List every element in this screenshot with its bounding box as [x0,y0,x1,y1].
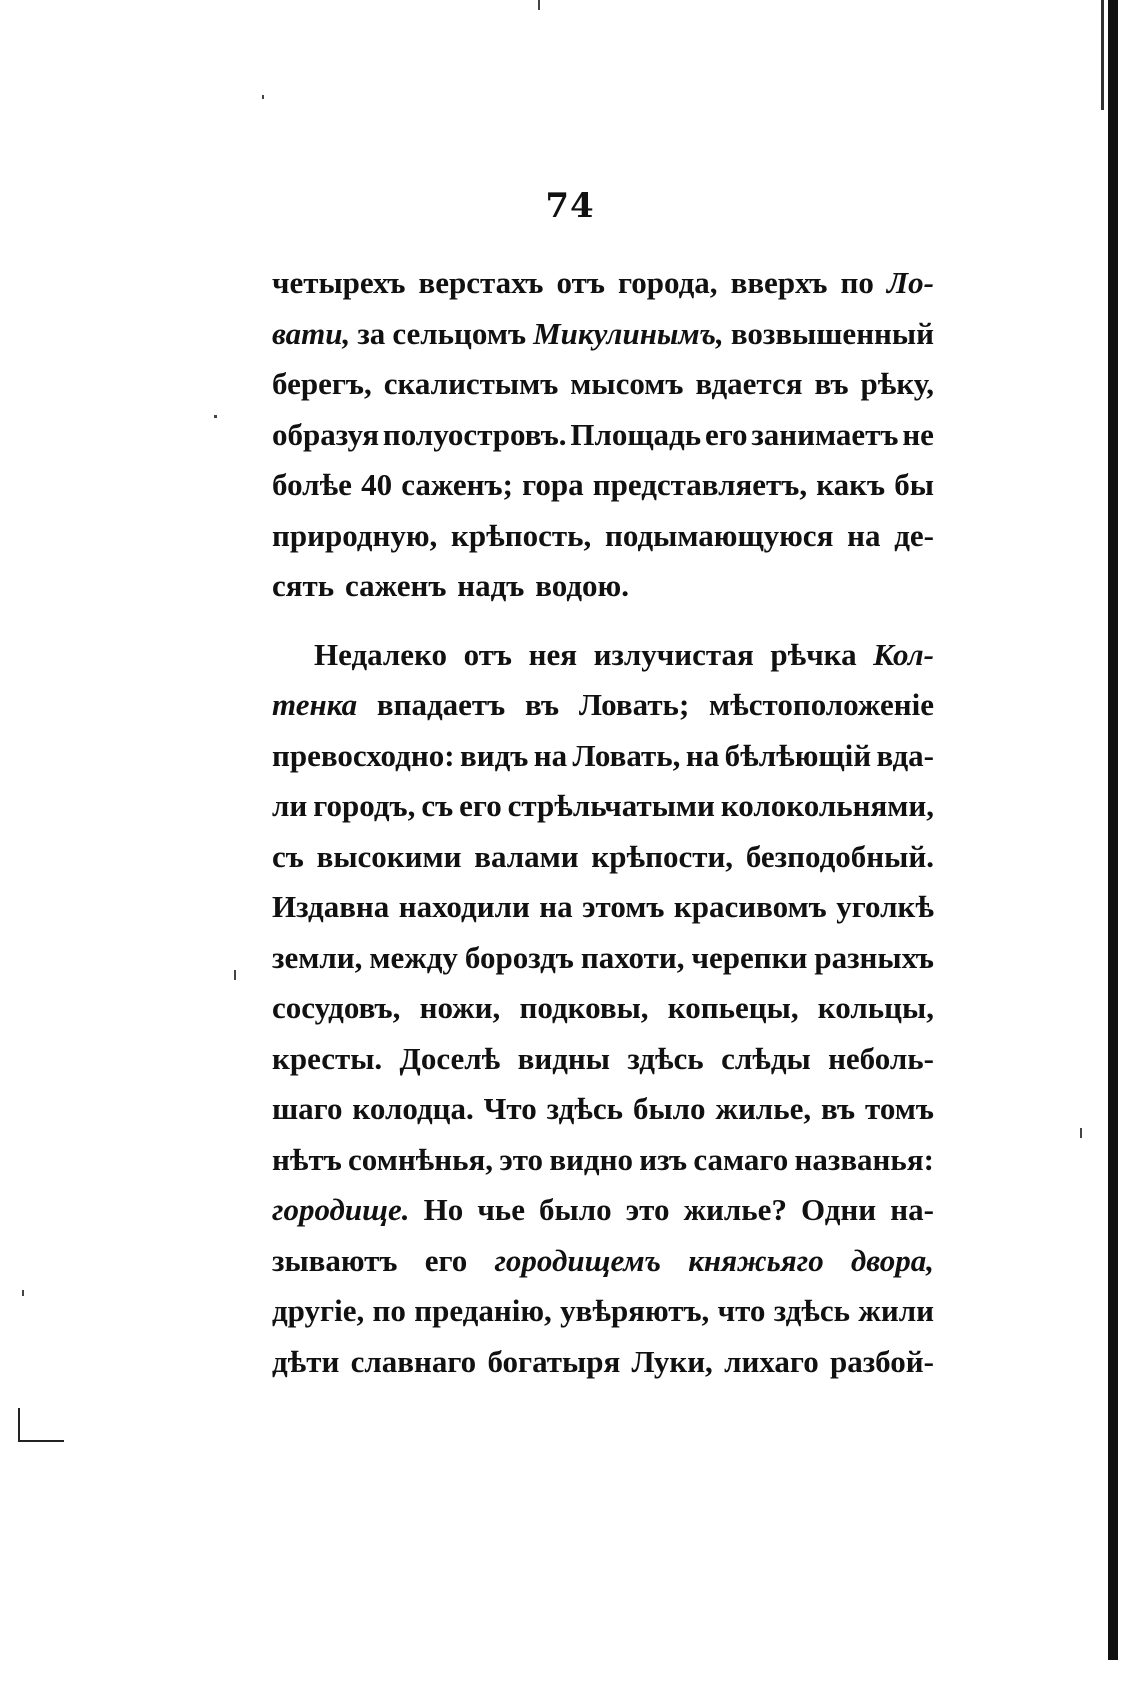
word: отъ [556,265,605,300]
word: дѣти [272,1343,340,1379]
word: скалистымъ [383,366,559,401]
word: колодца. [352,1091,474,1126]
word: на [685,737,720,773]
word: жилье, [715,1091,812,1126]
word: увѣряютъ, [560,1293,710,1328]
word: земли, [272,939,363,975]
word: здѣсь [546,1091,624,1126]
word: на [539,889,573,924]
word: изъ [639,1141,688,1177]
word: это [499,1141,544,1177]
word: бы [894,467,934,502]
word: Ловать; [578,687,690,722]
text-line [272,359,934,410]
word: красивомъ [673,889,827,924]
word: полуостровъ. [382,416,567,452]
word: съ [421,788,454,823]
word: уголкѣ [836,889,934,924]
word: какъ [816,467,886,502]
word: копьецы, [667,990,799,1025]
word: его [704,416,748,452]
word: его [424,1242,468,1278]
scan-speck [214,415,217,418]
scan-speck [1080,1128,1082,1138]
word: было [539,1192,612,1227]
word: образуя [272,416,380,452]
word: 40 [361,467,393,502]
word: черепки [691,939,808,975]
text-line [272,1286,934,1337]
text-line [272,933,934,984]
word: вда- [876,737,934,773]
word: Но [423,1192,464,1227]
word: Издавна [272,889,390,924]
word: Ло- [886,265,934,300]
word: саженъ; [401,467,513,502]
word: здѣсь [773,1293,851,1328]
text-line [272,1034,934,1085]
text-line [272,410,934,461]
word: съ [272,838,304,874]
body-text [272,258,934,1387]
word: другіе, [272,1293,365,1328]
word: надъ [457,568,525,603]
word: самаго [693,1141,789,1177]
word: Что [483,1091,537,1126]
scan-edge-shadow [1108,0,1118,1660]
word: подковы, [519,990,649,1025]
word: разбой- [829,1343,934,1379]
word: лихаго [724,1343,819,1379]
word: зываютъ [272,1242,398,1278]
word: Доселѣ [399,1040,501,1076]
word: стрѣльчатыми [507,788,715,823]
word: мысомъ [570,366,684,401]
word: въ [525,687,560,722]
word: его [459,788,502,823]
word: подымающуюся [605,517,834,553]
word: Одни [801,1192,877,1227]
word: ли [272,788,308,823]
scan-speck [262,95,264,99]
word: это [625,1192,670,1227]
text-line [272,781,934,832]
word: города, [617,265,718,300]
word: четырехъ [272,265,406,300]
word: жилье? [683,1192,787,1227]
word: рѣчка [770,636,857,672]
word: вати, [272,315,351,351]
word: занимаетъ [751,416,899,452]
word: сельцомъ [392,315,527,351]
word: водою. [535,568,629,603]
word: между [369,939,458,975]
word: вдается [695,366,803,401]
scan-speck [538,0,540,10]
word: колокольнями, [720,788,934,823]
word: отъ [463,636,513,672]
text-line [272,630,934,681]
word: кольцы, [817,990,934,1025]
text-line [272,309,934,360]
word: на [847,517,881,553]
page-number: 74 [545,186,595,226]
word: томъ [865,1091,934,1126]
word: ножи, [419,990,501,1025]
word: высокими [316,838,462,874]
word: бороздъ [464,939,574,975]
word: по [372,1293,406,1328]
word: кресты. [272,1040,383,1076]
word: вверхъ [730,265,828,300]
word: мѣстоположеніе [709,687,934,722]
word: преданію, [414,1293,552,1328]
word: сосудовъ, [272,990,401,1025]
word: Площадь [570,416,702,452]
word: возвышенный [730,315,934,351]
word: богатыря [487,1343,621,1379]
scan-corner-mark-line [18,1440,64,1442]
word: сять [272,568,335,603]
word: разныхъ [814,939,934,975]
scan-corner-mark [18,1408,20,1442]
word: городищемъ [494,1242,662,1278]
text-line [272,1337,934,1388]
word: не [902,416,934,452]
text-line [272,258,934,309]
word: Кол- [873,636,934,672]
word: берегъ, [272,366,372,401]
word: безподобный. [745,838,934,874]
text-line [272,731,934,782]
word: жили [858,1293,934,1328]
word: Микулинымъ, [533,315,724,351]
word: городъ, [313,788,416,823]
word: представляетъ, [592,467,808,502]
word: славнаго [350,1343,477,1379]
text-line [272,1185,934,1236]
scan-edge-mark [1101,0,1104,110]
word: верстахъ [418,265,544,300]
word: названья: [794,1141,934,1177]
word: тенка [272,687,358,722]
word: что [717,1293,766,1328]
word: на [533,737,568,773]
word: шаго [272,1091,343,1126]
word: Недалеко [314,636,448,672]
text-line [272,1084,934,1135]
word: рѣку, [860,366,934,401]
word: пахоти, [580,939,685,975]
word: здѣсь [627,1040,704,1076]
word: двора, [850,1242,934,1278]
word: болѣе [272,467,352,502]
word: впадаетъ [376,687,506,722]
word: де- [894,517,934,553]
word: княжьяго [688,1242,824,1278]
word: этомъ [582,889,665,924]
word: видны [517,1040,610,1076]
scan-speck [22,1290,24,1296]
scan-speck [234,970,236,980]
word: въ [814,366,849,401]
word: гора [522,467,584,502]
word: сомнѣнья, [348,1141,494,1177]
word: природную, [272,517,438,553]
text-line [272,1135,934,1186]
word: на- [890,1192,934,1227]
text-line [272,983,934,1034]
word: видно [549,1141,633,1177]
word: городище. [272,1192,410,1227]
word: превосходно: [272,737,455,773]
text-line [272,882,934,933]
word: находили [398,889,530,924]
word: въ [821,1091,856,1126]
word: по [840,265,874,300]
word: валами [474,838,579,874]
word: бѣлѣющій [724,737,872,773]
text-line [272,832,934,883]
text-line [272,460,934,511]
text-line [272,511,934,562]
text-line [272,561,934,612]
text-line [272,680,934,731]
word: видъ [459,737,529,773]
word: саженъ [345,568,447,603]
word: за [357,315,386,351]
word: излучистая [593,636,754,672]
word: нея [528,636,577,672]
word: Ловать, [572,737,681,773]
word: неболь- [828,1040,934,1076]
word: чье [477,1192,525,1227]
text-line [272,1236,934,1287]
word: крѣпость, [451,517,592,553]
word: крѣпости, [591,838,734,874]
word: слѣды [721,1040,811,1076]
word: Луки, [631,1343,713,1379]
word: нѣтъ [272,1141,342,1177]
word: было [632,1091,706,1126]
paragraph-gap [272,612,934,630]
